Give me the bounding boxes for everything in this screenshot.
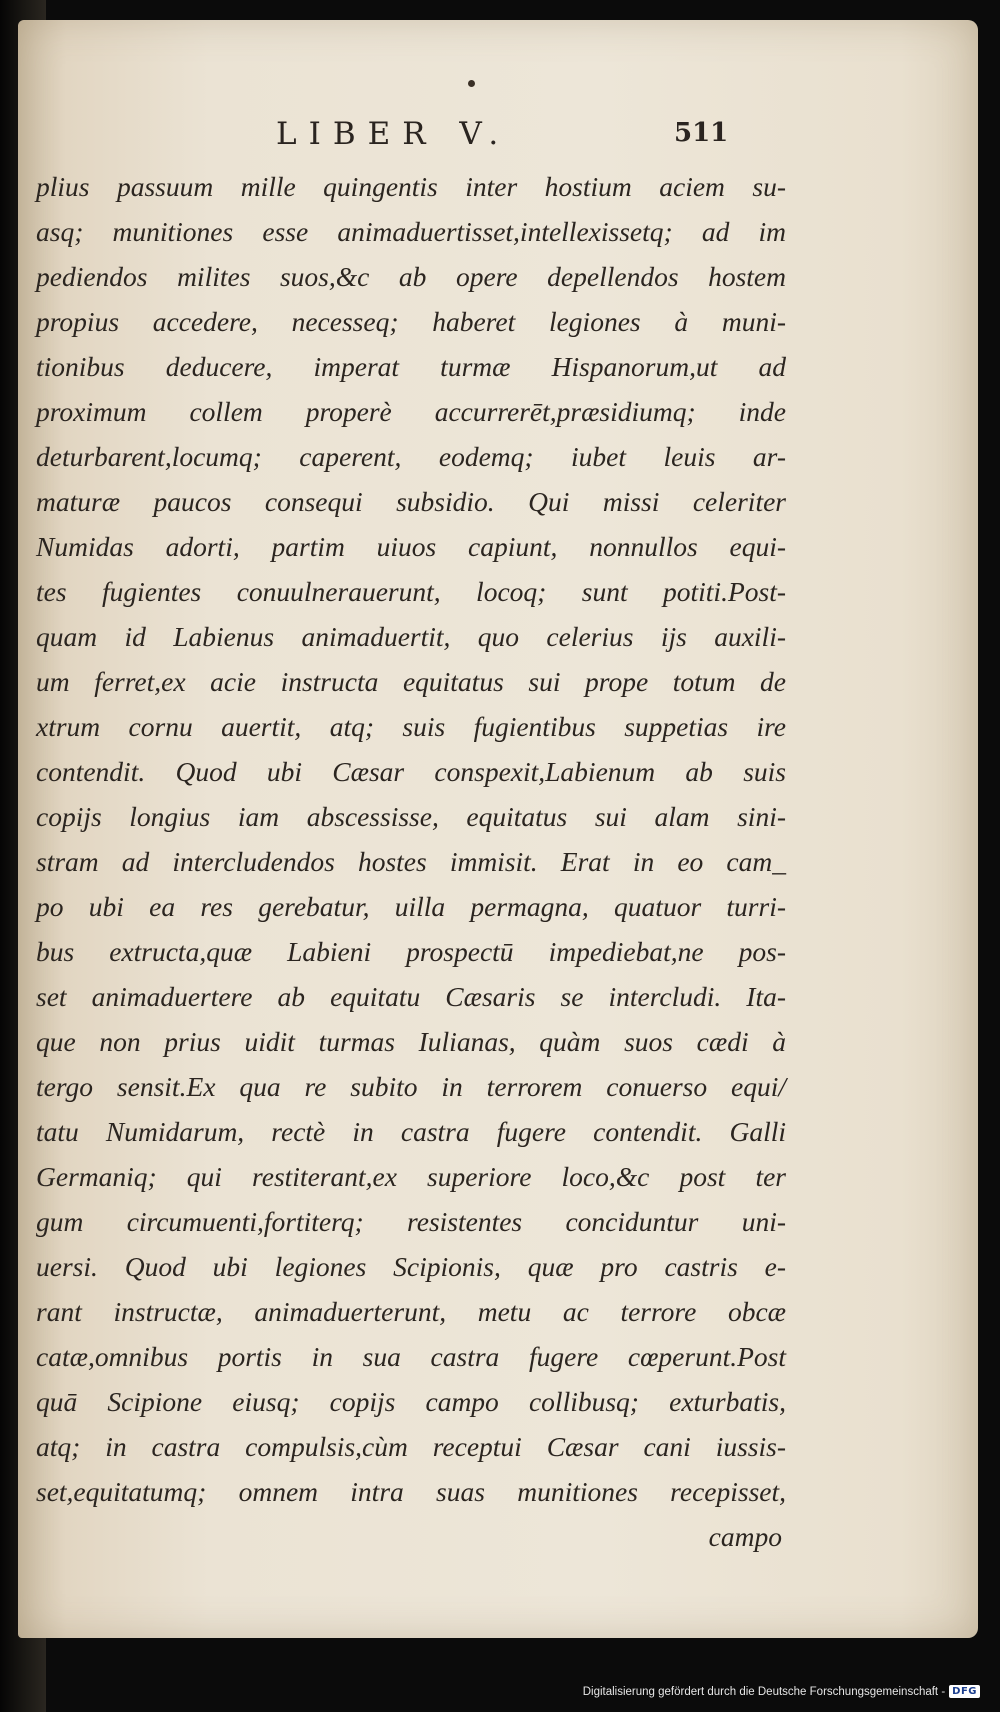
text-line: xtrum cornu auertit, atq; suis fugientibus suppetias ire: [36, 711, 786, 742]
text-line: set,equitatumq; omnem intra suas munitiones recepisset,: [36, 1476, 786, 1507]
text-line: tergo sensit.Ex qua re subito in terrorem conuerso equi/: [36, 1071, 786, 1102]
text-line: quam id Labienus animaduertit, quo celerius ijs auxili-: [36, 621, 786, 652]
text-line: quā Scipione eiusq; copijs campo collibusq; exturbatis,: [36, 1386, 786, 1417]
text-line: tatu Numidarum, rectè in castra fugere contendit. Galli: [36, 1116, 786, 1147]
text-line: proximum collem properè accurrerēt,præsidiumq; inde: [36, 396, 786, 427]
text-line: stram ad intercludendos hostes immisit. Erat in eo cam_: [36, 846, 786, 877]
text-line: um ferret,ex acie instructa equitatus sui prope totum de: [36, 666, 786, 697]
text-line: rant instructæ, animaduerterunt, metu ac terrore obcæ: [36, 1296, 786, 1327]
text-line: copijs longius iam abscessisse, equitatus sui alam sini-: [36, 801, 786, 832]
text-line: asq; munitiones esse animaduertisset,intellexissetq; ad im: [36, 216, 786, 247]
text-line: maturæ paucos consequi subsidio. Qui missi celeriter: [36, 486, 786, 517]
catchword: campo: [708, 1521, 782, 1552]
text-line: contendit. Quod ubi Cæsar conspexit,Labienum ab suis: [36, 756, 786, 787]
text-line: tionibus deducere, imperat turmæ Hispanorum,ut ad: [36, 351, 786, 382]
running-head: LIBER V.: [276, 116, 511, 152]
book-page: [18, 20, 978, 1638]
page-number: 511: [674, 118, 729, 148]
body-text: [36, 164, 786, 1559]
text-line: uersi. Quod ubi legiones Scipionis, quæ pro castris e-: [36, 1251, 786, 1282]
text-line: bus extructa,quæ Labieni prospectū impediebat,ne pos-: [36, 936, 786, 967]
text-line: deturbarent,locumq; caperent, eodemq; iubet leuis ar-: [36, 441, 786, 472]
text-line: catæ,omnibus portis in sua castra fugere cœperunt.Post: [36, 1341, 786, 1372]
text-line: Numidas adorti, partim uiuos capiunt, nonnullos equi-: [36, 531, 786, 562]
text-line: po ubi ea res gerebatur, uilla permagna, quatuor turri-: [36, 891, 786, 922]
text-line: set animaduertere ab equitatu Cæsaris se intercludi. Ita-: [36, 981, 786, 1012]
text-line: pediendos milites suos,&c ab opere depellendos hostem: [36, 261, 786, 292]
text-line: tes fugientes conuulnerauerunt, locoq; sunt potiti.Post-: [36, 576, 786, 607]
text-line: plius passuum mille quingentis inter hostium aciem su-: [36, 171, 786, 202]
credit-text: Digitalisierung gefördert durch die Deutsche Forschungsgemeinschaft -: [582, 1685, 946, 1698]
text-line: Germaniq; qui restiterant,ex superiore loco,&c post ter: [36, 1161, 786, 1192]
text-line: atq; in castra compulsis,cùm receptui Cæsar cani iussis-: [36, 1431, 786, 1462]
text-line: gum circumuenti,fortiterq; resistentes conciduntur uni-: [36, 1206, 786, 1237]
text-line: que non prius uidit turmas Iulianas, quàm suos cædi à: [36, 1026, 786, 1057]
ink-speck: [468, 80, 475, 87]
dfg-logo: DFG: [949, 1685, 980, 1698]
digitization-credit: [583, 1685, 980, 1698]
text-line: propius accedere, necesseq; haberet legiones à muni-: [36, 306, 786, 337]
